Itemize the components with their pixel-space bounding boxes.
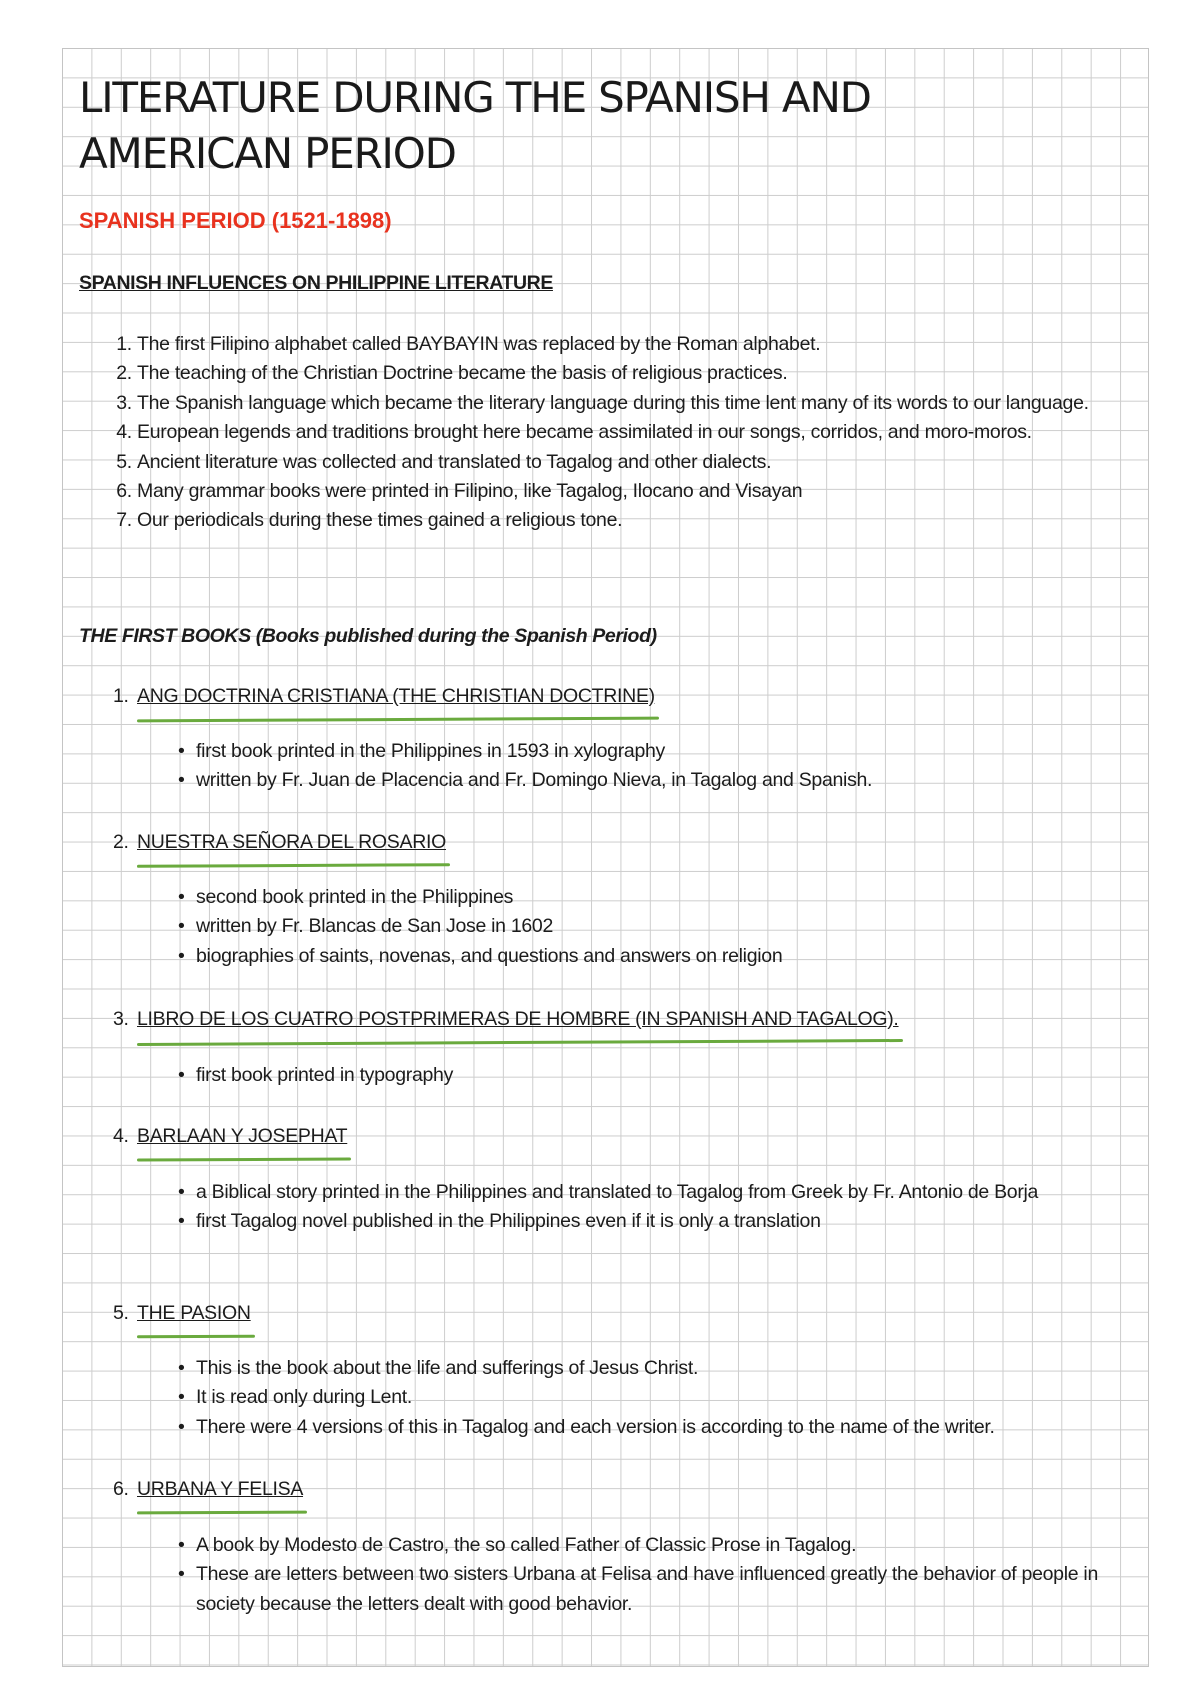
first-books-heading: THE FIRST BOOKS (Books published during the Spanish Period) xyxy=(79,625,657,647)
book-notes-list xyxy=(176,1061,1141,1090)
influence-item: 5. Ancient literature was collected and translated to Tagalog and other dialects. xyxy=(137,448,1157,477)
influence-item: 4. European legends and traditions brought here became assimilated in our songs, corridos, and moro-moros. xyxy=(137,418,1157,447)
book-note: • first book printed in typography xyxy=(196,1061,1141,1090)
book-title: ANG DOCTRINA CRISTIANA (THE CHRISTIAN DOCTRINE) xyxy=(137,682,655,711)
book-title: LIBRO DE LOS CUATRO POSTPRIMERAS DE HOMBRE (IN SPANISH AND TAGALOG). xyxy=(137,1005,899,1034)
book-note: • written by Fr. Blancas de San Jose in 1602 xyxy=(196,912,1141,941)
book-title-line xyxy=(113,682,655,711)
book-note: • It is read only during Lent. xyxy=(196,1383,1141,1412)
book-title-line xyxy=(113,1122,347,1151)
book-note: • first book printed in the Philippines in 1593 in xylography xyxy=(196,737,1141,766)
book-number: 2. xyxy=(113,831,129,853)
book-note: • There were 4 versions of this in Tagalog and each version is according to the name of the writer. xyxy=(196,1413,1141,1442)
book-notes-list xyxy=(176,737,1141,796)
book-note: • second book printed in the Philippines xyxy=(196,883,1141,912)
book-number: 6. xyxy=(113,1478,129,1500)
green-highlight-underline xyxy=(137,1335,255,1339)
influence-item: 6. Many grammar books were printed in Filipino, like Tagalog, Ilocano and Visayan xyxy=(137,477,1157,506)
book-note: • written by Fr. Juan de Placencia and Fr. Domingo Nieva, in Tagalog and Spanish. xyxy=(196,766,1141,795)
book-number: 1. xyxy=(113,685,129,707)
book-title-line xyxy=(113,1475,303,1504)
book-note: • a Biblical story printed in the Philippines and translated to Tagalog from Greek by Fr. Antonio de Borja xyxy=(196,1178,1141,1207)
book-title: THE PASION xyxy=(137,1299,251,1328)
book-title: NUESTRA SEÑORA DEL ROSARIO xyxy=(137,828,446,857)
book-title: BARLAAN Y JOSEPHAT xyxy=(137,1122,347,1151)
book-number: 3. xyxy=(113,1008,129,1030)
influence-item: 7. Our periodicals during these times gained a religious tone. xyxy=(137,506,1157,535)
book-notes-list xyxy=(176,1178,1141,1237)
page-title: LITERATURE DURING THE SPANISH AND AMERICAN PERIOD xyxy=(79,73,871,178)
book-title-line xyxy=(113,1005,899,1034)
book-title: URBANA Y FELISA xyxy=(137,1475,303,1504)
book-number: 5. xyxy=(113,1302,129,1324)
book-number: 4. xyxy=(113,1125,129,1147)
book-note: • This is the book about the life and sufferings of Jesus Christ. xyxy=(196,1354,1141,1383)
book-notes-list xyxy=(176,1531,1141,1619)
book-notes-list xyxy=(176,1354,1141,1442)
influence-item: 3. The Spanish language which became the literary language during this time lent many of its words to our language. xyxy=(137,389,1157,418)
book-title-line xyxy=(113,1299,251,1328)
book-note: • first Tagalog novel published in the Philippines even if it is only a translation xyxy=(196,1207,1141,1236)
influence-item: 1. The first Filipino alphabet called BAYBAYIN was replaced by the Roman alphabet. xyxy=(137,330,1157,359)
influences-list xyxy=(79,330,1157,536)
spanish-period-heading: SPANISH PERIOD (1521-1898) xyxy=(79,208,392,233)
book-note: • A book by Modesto de Castro, the so called Father of Classic Prose in Tagalog. xyxy=(196,1531,1141,1560)
book-title-line xyxy=(113,828,446,857)
book-note: • biographies of saints, novenas, and questions and answers on religion xyxy=(196,942,1141,971)
book-note: • These are letters between two sisters Urbana at Felisa and have influenced greatly the behavior of people in society because the letters dealt with good behavior. xyxy=(196,1560,1141,1619)
influence-item: 2. The teaching of the Christian Doctrine became the basis of religious practices. xyxy=(137,359,1157,388)
influences-heading: SPANISH INFLUENCES ON PHILIPPINE LITERATURE xyxy=(79,272,553,294)
book-notes-list xyxy=(176,883,1141,971)
